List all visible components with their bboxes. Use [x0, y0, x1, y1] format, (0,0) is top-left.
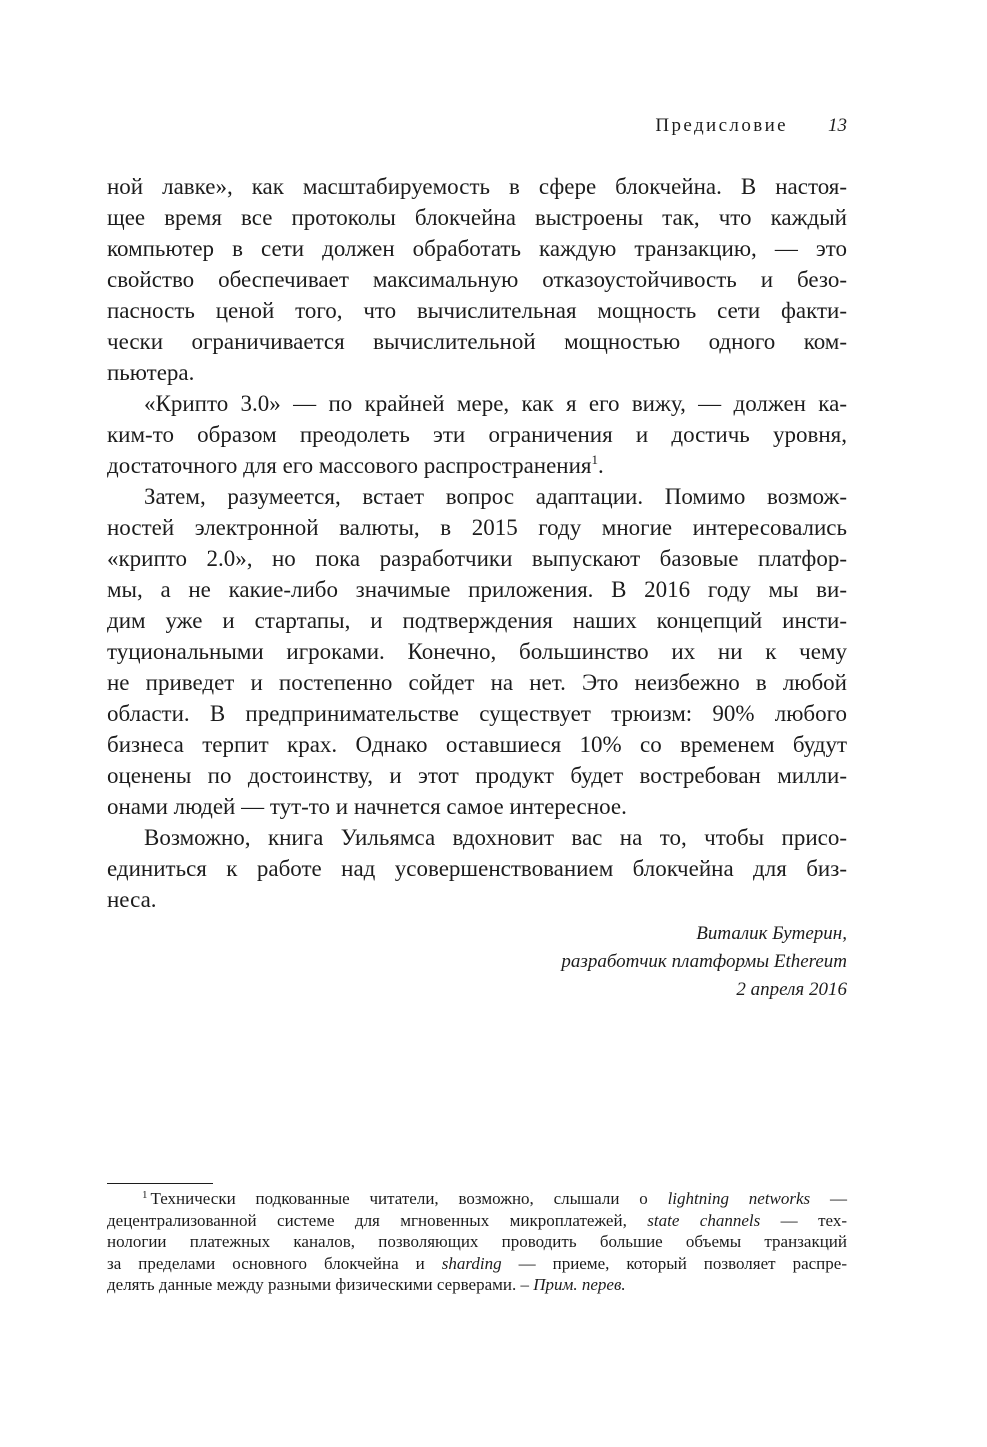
text-fragment: децентрализованной системе для мгновенных микроплатежей,	[107, 1210, 648, 1230]
text-line: чески ограничивается вычислительной мощностью одного ком-	[107, 329, 847, 354]
page-number: 13	[828, 115, 847, 136]
term-lightning-networks: lightning networks	[667, 1189, 811, 1208]
text-fragment: — тех-	[760, 1210, 847, 1230]
text-line: пасность ценой того, что вычислительная мощность сети факти-	[107, 298, 847, 323]
text-line: области. В предпринимательстве существует трюизм: 90% любого	[107, 701, 847, 726]
text-line: «Крипто 3.0» — по крайней мере, как я его вижу, — должен ка-	[144, 391, 847, 416]
term-state-channels: state channels	[647, 1210, 761, 1230]
text-line: щее время все протоколы блокчейна выстроены так, что каждый	[107, 205, 847, 230]
text-line: единиться к работе над усовершенствованием блокчейна для биз-	[107, 856, 847, 881]
text-line: мы, а не какие-либо значимые приложения. В 2016 году мы ви-	[107, 577, 847, 602]
footnote-line: нологии платежных каналов, позволяющих проводить большие объемы транзакций	[107, 1232, 847, 1252]
text-line: онами людей — тут-то и начнется самое интересное.	[107, 794, 627, 819]
signature-name: Виталик Бутерин,	[696, 923, 847, 944]
text-fragment: Технически подкованные читатели, возможно, слышали о	[150, 1189, 668, 1208]
text-line: Затем, разумеется, встает вопрос адаптации. Помимо возмож-	[144, 484, 847, 509]
text-fragment: делять данные между разными физическими серверами. –	[107, 1275, 534, 1295]
text-fragment: —	[810, 1189, 848, 1208]
text-line: «крипто 2.0», но пока разработчики выпускают базовые платфор-	[107, 546, 847, 571]
footnote-line	[107, 1210, 847, 1232]
footnote-line	[107, 1274, 847, 1296]
footnote-divider	[107, 1183, 213, 1184]
footnote-line	[107, 1253, 847, 1275]
text-line: Возможно, книга Уильямса вдохновит вас на то, чтобы присо-	[144, 825, 847, 850]
text-line	[107, 450, 847, 481]
signature-block	[107, 920, 847, 1004]
text-line: ким-то образом преодолеть эти ограничения и достичь уровня,	[107, 422, 847, 447]
main-text	[107, 171, 847, 915]
text-fragment: за пределами основного блокчейна и	[107, 1253, 442, 1273]
text-line: пьютера.	[107, 360, 195, 385]
text-fragment: — приеме, который позволяет распре-	[501, 1253, 847, 1273]
signature-role: разработчик платформы Ethereum	[561, 951, 847, 972]
running-header	[107, 114, 847, 138]
text-line: ной лавке», как масштабируемость в сфере блокчейна. В настоя-	[107, 174, 847, 199]
text-line: компьютер в сети должен обработать каждую транзакцию, — это	[107, 236, 847, 261]
text-line: бизнеса терпит крах. Однако оставшиеся 10% со временем будут	[107, 732, 847, 757]
text-fragment: достаточного для его массового распространения	[107, 453, 592, 478]
footnote-line	[107, 1188, 847, 1210]
text-line: туциональными игроками. Конечно, большинство их ни к чему	[107, 639, 847, 664]
text-line: оценены по достоинству, и этот продукт будет востребован милли-	[107, 763, 847, 788]
footnote-reference[interactable]: 1	[591, 452, 598, 467]
running-header-title: Предисловие	[655, 115, 788, 136]
text-line: ностей электронной валюты, в 2015 году многие интересовались	[107, 515, 847, 540]
text-line: неса.	[107, 887, 157, 912]
translator-note: Прим. перев.	[533, 1275, 626, 1295]
signature-date: 2 апреля 2016	[736, 979, 847, 1000]
text-line: не приведет и постепенно сойдет на нет. Это неизбежно в любой	[107, 670, 847, 695]
text-line: свойство обеспечивает максимальную отказоустойчивость и безо-	[107, 267, 847, 292]
term-sharding: sharding	[441, 1253, 502, 1273]
text-fragment: .	[598, 453, 604, 478]
footnote-marker: 1	[142, 1189, 148, 1201]
footnote	[107, 1188, 847, 1296]
text-line: дим уже и стартапы, и подтверждения наших концепций инсти-	[107, 608, 847, 633]
